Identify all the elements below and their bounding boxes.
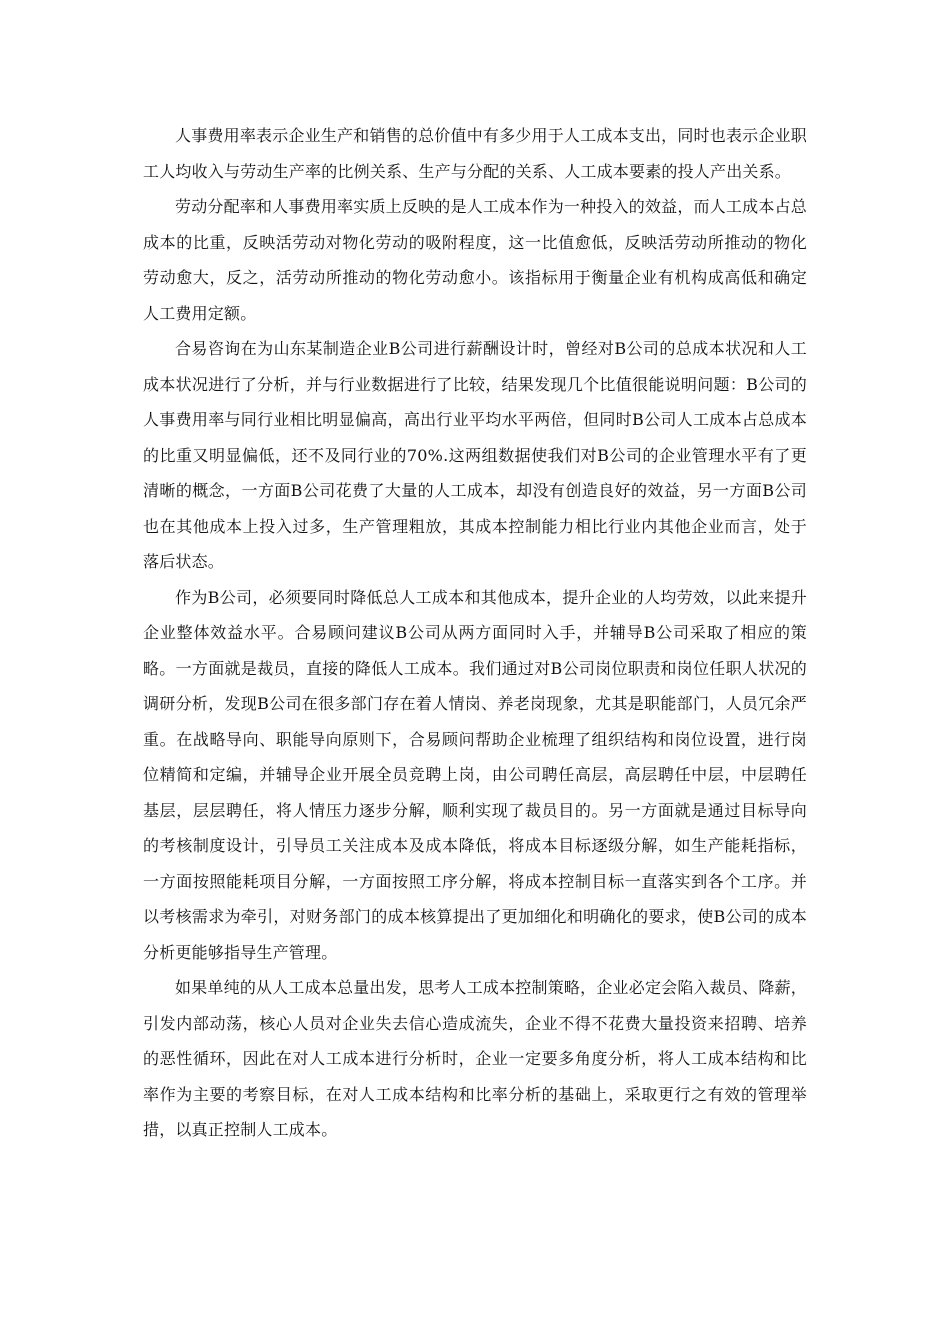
paragraph-1: 人事费用率表示企业生产和销售的总价值中有多少用于人工成本支出，同时也表示企业职工人均收入与劳动生产率的比例关系、生产与分配的关系、人工成本要素的投人产出关系。 xyxy=(143,126,807,181)
paragraph-5: 如果单纯的从人工成本总量出发，思考人工成本控制策略，企业必定会陷入裁员、降薪，引发内部动荡，核心人员对企业失去信心造成流失，企业不得不花费大量投资来招聘、培养的恶性循环，因此在对人工成本进行分析时，企业一定要多角度分析，将人工成本结构和比率作为主要的考察目标，在对人工成本结构和比率分析的基础上，采取更行之有效的管理举措，以真正控制人工成本。 xyxy=(143,978,807,1139)
paragraph-3: 合易咨询在为山东某制造企业B公司进行薪酬设计时，曾经对B公司的总成本状况和人工成本状况进行了分析，并与行业数据进行了比较，结果发现几个比值很能说明问题：B公司的人事费用率与同行业相比明显偏高，高出行业平均水平两倍，但同时B公司人工成本占总成本的比重又明显偏低，还不及同行业的70%.这两组数据使我们对B公司的企业管理水平有了更清晰的概念，一方面B公司花费了大量的人工成本，却没有创造良好的效益，另一方面B公司也在其他成本上投入过多，生产管理粗放，其成本控制能力相比行业内其他企业而言，处于落后状态。 xyxy=(143,339,807,571)
document-body xyxy=(143,118,807,1148)
paragraph-4: 作为B公司，必须要同时降低总人工成本和其他成本，提升企业的人均劳效，以此来提升企业整体效益水平。合易顾问建议B公司从两方面同时入手，并辅导B公司采取了相应的策略。一方面就是裁员，直接的降低人工成本。我们通过对B公司岗位职责和岗位任职人状况的调研分析，发现B公司在很多部门存在着人情岗、养老岗现象，尤其是职能部门，人员冗余严重。在战略导向、职能导向原则下，合易顾问帮助企业梳理了组织结构和岗位设置，进行岗位精简和定编，并辅导企业开展全员竞聘上岗，由公司聘任高层，高层聘任中层，中层聘任基层，层层聘任，将人情压力逐步分解，顺利实现了裁员目的。另一方面就是通过目标导向的考核制度设计，引导员工关注成本及成本降低，将成本目标逐级分解，如生产能耗指标，一方面按照能耗项目分解，一方面按照工序分解，将成本控制目标一直落实到各个工序。并以考核需求为牵引，对财务部门的成本核算提出了更加细化和明确化的要求，使B公司的成本分析更能够指导生产管理。 xyxy=(143,587,807,962)
paragraph-2: 劳动分配率和人事费用率实质上反映的是人工成本作为一种投入的效益，而人工成本占总成本的比重，反映活劳动对物化劳动的吸附程度，这一比值愈低，反映活劳动所推动的物化劳动愈大，反之，活劳动所推动的物化劳动愈小。该指标用于衡量企业有机构成高低和确定人工费用定额。 xyxy=(143,197,807,323)
